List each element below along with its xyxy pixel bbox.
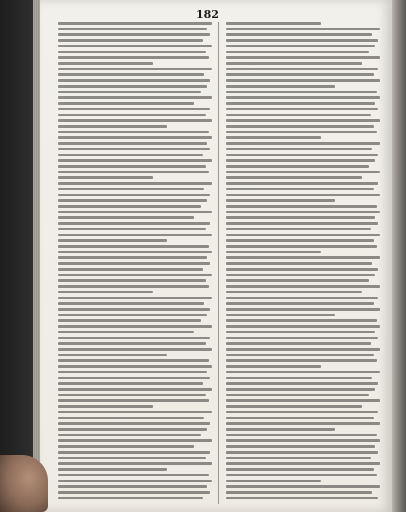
text-line-placeholder	[226, 159, 375, 162]
text-line-placeholder	[58, 325, 212, 328]
text-line-placeholder	[226, 457, 371, 460]
text-line-placeholder	[226, 308, 380, 311]
text-line-placeholder	[226, 497, 378, 500]
text-line-placeholder	[226, 394, 369, 397]
text-line-placeholder	[226, 154, 378, 157]
text-line-placeholder	[226, 205, 377, 208]
text-line-placeholder	[226, 359, 377, 362]
text-line-placeholder	[226, 302, 374, 305]
text-line-placeholder	[58, 371, 207, 374]
text-line-placeholder	[58, 51, 206, 54]
text-line-placeholder	[226, 382, 378, 385]
text-line-placeholder	[226, 171, 380, 174]
text-line-placeholder	[58, 102, 194, 105]
text-line-placeholder	[58, 262, 210, 265]
text-line-placeholder	[226, 399, 380, 402]
text-line-placeholder	[58, 279, 206, 282]
text-line-placeholder	[58, 85, 207, 88]
text-line-placeholder	[58, 382, 203, 385]
text-line-placeholder	[58, 457, 206, 460]
text-line-placeholder	[226, 480, 321, 483]
text-line-placeholder	[226, 297, 378, 300]
text-line-placeholder	[226, 319, 377, 322]
text-line-placeholder	[58, 73, 204, 76]
text-line-placeholder	[226, 462, 380, 465]
text-line-placeholder	[58, 268, 203, 271]
text-line-placeholder	[58, 388, 212, 391]
text-line-placeholder	[226, 405, 362, 408]
text-line-placeholder	[58, 285, 209, 288]
text-line-placeholder	[58, 439, 212, 442]
text-line-placeholder	[226, 314, 335, 317]
text-line-placeholder	[226, 485, 380, 488]
text-line-placeholder	[58, 251, 212, 254]
text-line-placeholder	[226, 119, 380, 122]
text-line-placeholder	[226, 291, 362, 294]
text-line-placeholder	[226, 417, 374, 420]
text-line-placeholder	[58, 314, 207, 317]
text-line-placeholder	[58, 68, 212, 71]
text-line-placeholder	[58, 365, 212, 368]
text-line-placeholder	[58, 182, 212, 185]
text-line-placeholder	[58, 136, 212, 139]
text-line-placeholder	[58, 245, 209, 248]
text-line-placeholder	[58, 474, 209, 477]
text-line-placeholder	[226, 22, 321, 25]
text-line-placeholder	[58, 108, 210, 111]
text-line-placeholder	[226, 56, 380, 59]
text-line-placeholder	[58, 119, 212, 122]
text-line-placeholder	[226, 325, 380, 328]
text-line-placeholder	[226, 337, 378, 340]
text-line-placeholder	[58, 422, 210, 425]
text-line-placeholder	[226, 411, 378, 414]
text-line-placeholder	[58, 302, 204, 305]
text-line-placeholder	[226, 125, 374, 128]
text-line-placeholder	[226, 422, 380, 425]
text-line-placeholder	[226, 142, 380, 145]
text-line-placeholder	[226, 388, 375, 391]
text-line-placeholder	[226, 62, 362, 65]
text-line-placeholder	[58, 377, 210, 380]
text-line-placeholder	[58, 411, 212, 414]
text-line-placeholder	[226, 371, 380, 374]
text-line-placeholder	[58, 56, 209, 59]
text-line-placeholder	[58, 159, 212, 162]
text-line-placeholder	[58, 480, 212, 483]
text-line-placeholder	[58, 154, 203, 157]
text-line-placeholder	[58, 62, 153, 65]
text-line-placeholder	[58, 354, 167, 357]
text-line-placeholder	[226, 182, 378, 185]
text-line-placeholder	[58, 79, 210, 82]
text-line-placeholder	[226, 165, 369, 168]
page-right-edge	[392, 0, 406, 512]
text-line-placeholder	[58, 291, 153, 294]
text-line-placeholder	[58, 28, 207, 31]
text-line-placeholder	[58, 308, 210, 311]
text-line-placeholder	[58, 131, 209, 134]
text-line-placeholder	[226, 228, 371, 231]
text-line-placeholder	[58, 428, 207, 431]
text-line-placeholder	[226, 102, 375, 105]
text-line-placeholder	[58, 274, 212, 277]
text-line-placeholder	[58, 399, 209, 402]
text-line-placeholder	[226, 262, 372, 265]
text-line-placeholder	[226, 428, 335, 431]
text-line-placeholder	[226, 279, 369, 282]
text-line-placeholder	[58, 256, 207, 259]
text-line-placeholder	[58, 234, 212, 237]
text-line-placeholder	[226, 28, 380, 31]
text-line-placeholder	[226, 136, 321, 139]
text-line-placeholder	[226, 377, 372, 380]
text-line-placeholder	[58, 45, 212, 48]
text-line-placeholder	[58, 348, 212, 351]
text-line-placeholder	[58, 211, 212, 214]
text-line-placeholder	[226, 348, 380, 351]
text-line-placeholder	[58, 319, 201, 322]
thumb	[0, 455, 48, 512]
text-line-placeholder	[58, 205, 201, 208]
text-line-placeholder	[226, 445, 375, 448]
text-line-placeholder	[226, 239, 374, 242]
text-line-placeholder	[226, 188, 374, 191]
text-line-placeholder	[226, 491, 372, 494]
text-line-placeholder	[226, 108, 378, 111]
text-line-placeholder	[58, 142, 207, 145]
text-line-placeholder	[226, 468, 374, 471]
text-line-placeholder	[58, 148, 210, 151]
text-line-placeholder	[226, 274, 375, 277]
text-line-placeholder	[226, 245, 377, 248]
text-line-placeholder	[226, 73, 374, 76]
text-line-placeholder	[58, 239, 167, 242]
text-line-placeholder	[58, 359, 209, 362]
text-line-placeholder	[58, 96, 212, 99]
text-line-placeholder	[226, 194, 380, 197]
text-line-placeholder	[226, 211, 380, 214]
text-line-placeholder	[58, 228, 206, 231]
text-line-placeholder	[226, 176, 362, 179]
text-line-placeholder	[58, 497, 203, 500]
text-line-placeholder	[226, 91, 377, 94]
text-line-placeholder	[58, 188, 204, 191]
column-rule	[218, 22, 219, 504]
text-line-placeholder	[226, 439, 380, 442]
text-line-placeholder	[226, 45, 375, 48]
text-line-placeholder	[226, 354, 374, 357]
text-line-placeholder	[226, 451, 378, 454]
text-line-placeholder	[226, 131, 377, 134]
text-column-left	[58, 22, 212, 504]
text-line-placeholder	[226, 434, 377, 437]
text-line-placeholder	[226, 39, 378, 42]
text-line-placeholder	[58, 33, 210, 36]
text-line-placeholder	[226, 199, 335, 202]
text-line-placeholder	[58, 445, 194, 448]
text-line-placeholder	[226, 51, 369, 54]
text-line-placeholder	[226, 85, 335, 88]
text-line-placeholder	[58, 39, 203, 42]
text-line-placeholder	[58, 342, 206, 345]
text-line-placeholder	[58, 485, 207, 488]
text-line-placeholder	[58, 405, 153, 408]
text-line-placeholder	[226, 148, 372, 151]
text-line-placeholder	[58, 468, 167, 471]
text-line-placeholder	[58, 331, 194, 334]
text-line-placeholder	[226, 342, 371, 345]
text-line-placeholder	[226, 96, 380, 99]
text-line-placeholder	[58, 337, 210, 340]
text-line-placeholder	[226, 268, 378, 271]
text-line-placeholder	[58, 297, 212, 300]
text-line-placeholder	[226, 256, 380, 259]
text-line-placeholder	[226, 285, 380, 288]
text-line-placeholder	[226, 251, 321, 254]
text-line-placeholder	[226, 365, 321, 368]
page-number: 182	[196, 8, 219, 21]
text-line-placeholder	[58, 417, 204, 420]
text-line-placeholder	[226, 216, 375, 219]
text-line-placeholder	[226, 222, 378, 225]
text-line-placeholder	[58, 199, 207, 202]
text-line-placeholder	[58, 491, 210, 494]
text-line-placeholder	[58, 22, 212, 25]
text-line-placeholder	[226, 331, 375, 334]
text-line-placeholder	[226, 33, 372, 36]
text-line-placeholder	[58, 216, 194, 219]
text-line-placeholder	[58, 171, 209, 174]
text-line-placeholder	[58, 394, 206, 397]
text-line-placeholder	[58, 165, 206, 168]
text-line-placeholder	[58, 125, 167, 128]
text-line-placeholder	[226, 234, 380, 237]
text-line-placeholder	[226, 79, 380, 82]
text-line-placeholder	[58, 176, 153, 179]
text-line-placeholder	[58, 451, 210, 454]
text-line-placeholder	[58, 91, 201, 94]
text-column-right	[226, 22, 380, 504]
text-line-placeholder	[58, 462, 212, 465]
text-line-placeholder	[58, 194, 210, 197]
text-line-placeholder	[58, 222, 210, 225]
text-line-placeholder	[58, 114, 206, 117]
text-line-placeholder	[226, 474, 377, 477]
text-line-placeholder	[226, 114, 371, 117]
text-line-placeholder	[58, 434, 201, 437]
text-line-placeholder	[226, 68, 378, 71]
